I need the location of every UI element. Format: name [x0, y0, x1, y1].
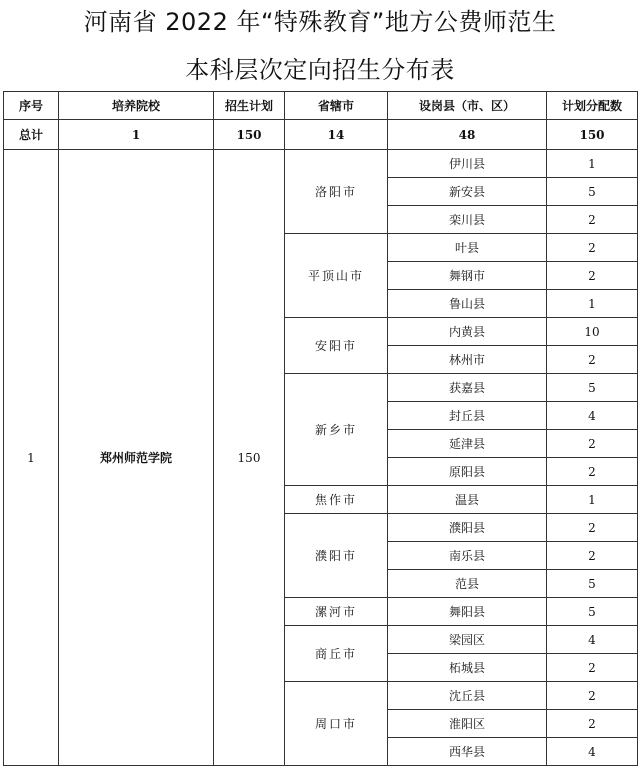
county-allocation: 2 [547, 206, 638, 234]
county-name: 原阳县 [388, 458, 547, 486]
county-name: 梁园区 [388, 626, 547, 654]
county-name: 沈丘县 [388, 682, 547, 710]
city-name: 平顶山市 [285, 234, 388, 318]
county-allocation: 10 [547, 318, 638, 346]
header-county: 设岗县（市、区） [388, 92, 547, 120]
city-name: 漯河市 [285, 598, 388, 626]
county-name: 柘城县 [388, 654, 547, 682]
county-allocation: 4 [547, 738, 638, 766]
header-school: 培养院校 [59, 92, 214, 120]
city-name: 安阳市 [285, 318, 388, 374]
county-allocation: 5 [547, 178, 638, 206]
city-name: 新乡市 [285, 374, 388, 486]
county-name: 内黄县 [388, 318, 547, 346]
county-name: 西华县 [388, 738, 547, 766]
county-allocation: 5 [547, 570, 638, 598]
county-allocation: 2 [547, 234, 638, 262]
county-name: 栾川县 [388, 206, 547, 234]
county-name: 温县 [388, 486, 547, 514]
header-city: 省辖市 [285, 92, 388, 120]
county-name: 新安县 [388, 178, 547, 206]
city-name: 商丘市 [285, 626, 388, 682]
county-allocation: 1 [547, 150, 638, 178]
county-allocation: 2 [547, 430, 638, 458]
county-name: 林州市 [388, 346, 547, 374]
county-name: 延津县 [388, 430, 547, 458]
county-allocation: 2 [547, 346, 638, 374]
total-allocation: 150 [547, 120, 638, 150]
header-index: 序号 [4, 92, 59, 120]
total-cities: 14 [285, 120, 388, 150]
county-name: 范县 [388, 570, 547, 598]
county-allocation: 2 [547, 682, 638, 710]
county-name: 鲁山县 [388, 290, 547, 318]
county-name: 伊川县 [388, 150, 547, 178]
county-allocation: 2 [547, 542, 638, 570]
county-name: 淮阳区 [388, 710, 547, 738]
school-name: 郑州师范学院 [59, 150, 214, 766]
total-label: 总计 [4, 120, 59, 150]
county-allocation: 2 [547, 514, 638, 542]
total-schools: 1 [59, 120, 214, 150]
county-name: 南乐县 [388, 542, 547, 570]
county-allocation: 2 [547, 710, 638, 738]
city-name: 濮阳市 [285, 514, 388, 598]
county-name: 濮阳县 [388, 514, 547, 542]
county-allocation: 1 [547, 486, 638, 514]
county-allocation: 5 [547, 598, 638, 626]
total-plan: 150 [214, 120, 285, 150]
city-name: 洛阳市 [285, 150, 388, 234]
county-name: 获嘉县 [388, 374, 547, 402]
city-name: 周口市 [285, 682, 388, 766]
county-allocation: 1 [547, 290, 638, 318]
county-name: 封丘县 [388, 402, 547, 430]
row-index: 1 [4, 150, 59, 766]
header-plan: 招生计划 [214, 92, 285, 120]
county-allocation: 4 [547, 402, 638, 430]
city-name: 焦作市 [285, 486, 388, 514]
document-title-line2: 本科层次定向招生分布表 [185, 56, 455, 84]
county-allocation: 2 [547, 458, 638, 486]
county-allocation: 2 [547, 262, 638, 290]
document-title-line1: 河南省 2022 年“特殊教育”地方公费师范生 [83, 8, 557, 36]
county-allocation: 5 [547, 374, 638, 402]
total-row [4, 120, 638, 150]
county-allocation: 4 [547, 626, 638, 654]
county-name: 舞阳县 [388, 598, 547, 626]
county-name: 叶县 [388, 234, 547, 262]
table-row [4, 150, 638, 178]
county-allocation: 2 [547, 654, 638, 682]
county-name: 舞钢市 [388, 262, 547, 290]
header-allocation: 计划分配数 [547, 92, 638, 120]
table-header-row [4, 92, 638, 120]
total-counties: 48 [388, 120, 547, 150]
school-plan: 150 [214, 150, 285, 766]
enrollment-distribution-table [3, 91, 638, 766]
